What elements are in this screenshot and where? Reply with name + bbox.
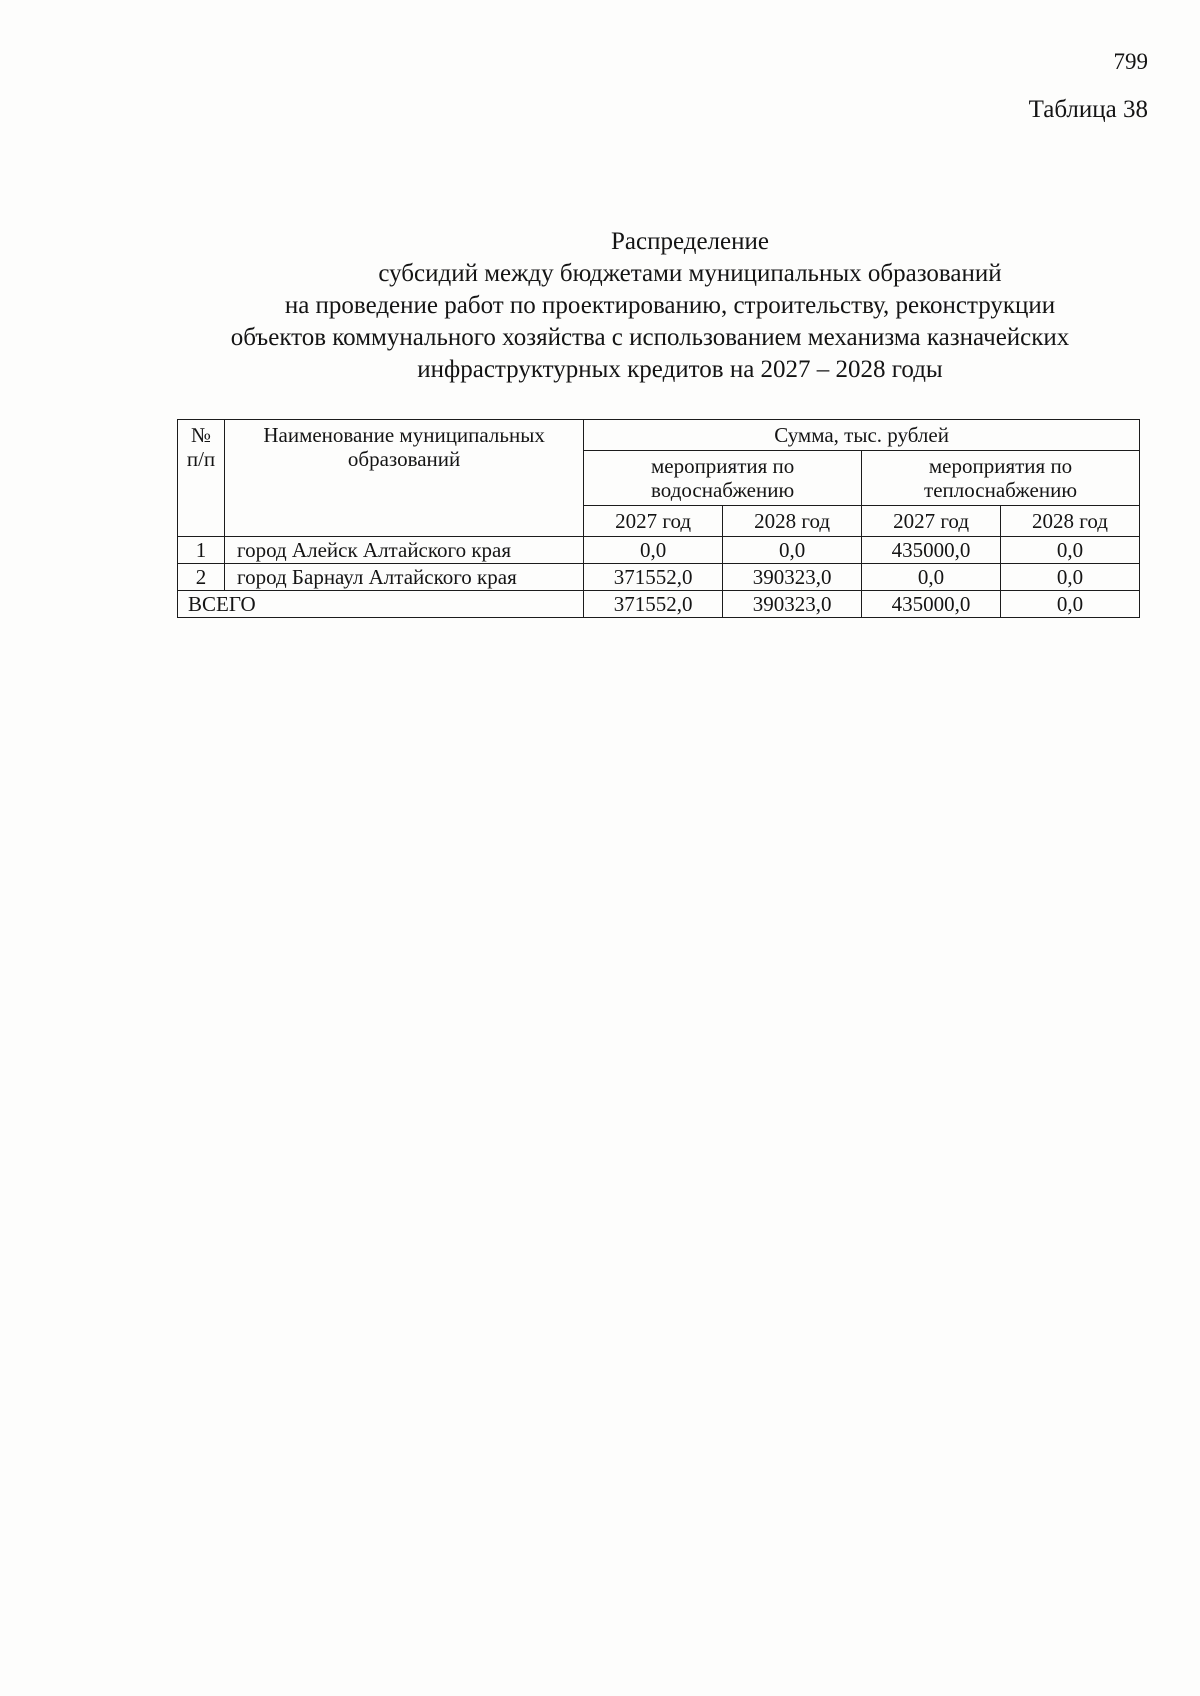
header-heat-2027: 2027 год bbox=[862, 506, 1001, 537]
table-row bbox=[178, 537, 1140, 564]
title-line: Распределение bbox=[611, 228, 769, 255]
row-num: 2 bbox=[178, 564, 225, 591]
row-water-2027: 371552,0 bbox=[584, 564, 723, 591]
page-number: 799 bbox=[1113, 49, 1148, 74]
header-name: Наименование муниципальных образований bbox=[225, 420, 584, 537]
header-num: № п/п bbox=[178, 420, 225, 537]
total-label: ВСЕГО bbox=[178, 591, 584, 618]
row-water-2028: 390323,0 bbox=[723, 564, 862, 591]
header-water: мероприятия по водоснабжению bbox=[584, 451, 862, 506]
table-caption: Таблица 38 bbox=[1028, 96, 1148, 123]
row-municipality: город Барнаул Алтайского края bbox=[225, 564, 584, 591]
row-water-2027: 0,0 bbox=[584, 537, 723, 564]
header-water-2028: 2028 год bbox=[723, 506, 862, 537]
header-heat: мероприятия по теплоснабжению bbox=[862, 451, 1140, 506]
document-title bbox=[120, 226, 1160, 386]
row-heat-2027: 435000,0 bbox=[862, 537, 1001, 564]
title-line: субсидий между бюджетами муниципальных образований bbox=[378, 260, 1002, 287]
row-municipality: город Алейск Алтайского края bbox=[225, 537, 584, 564]
row-num: 1 bbox=[178, 537, 225, 564]
title-line: на проведение работ по проектированию, строительству, реконструкции bbox=[284, 292, 1056, 319]
title-line: объектов коммунального хозяйства с использованием механизма казначейских bbox=[230, 324, 1070, 351]
header-sum: Сумма, тыс. рублей bbox=[584, 420, 1140, 451]
row-water-2028: 0,0 bbox=[723, 537, 862, 564]
row-heat-2028: 0,0 bbox=[1001, 564, 1140, 591]
total-row bbox=[178, 591, 1140, 618]
subsidy-distribution-table bbox=[177, 419, 1140, 618]
total-water-2027: 371552,0 bbox=[584, 591, 723, 618]
header-heat-2028: 2028 год bbox=[1001, 506, 1140, 537]
row-heat-2028: 0,0 bbox=[1001, 537, 1140, 564]
row-heat-2027: 0,0 bbox=[862, 564, 1001, 591]
total-heat-2028: 0,0 bbox=[1001, 591, 1140, 618]
total-heat-2027: 435000,0 bbox=[862, 591, 1001, 618]
table-row bbox=[178, 564, 1140, 591]
header-water-2027: 2027 год bbox=[584, 506, 723, 537]
title-line: инфраструктурных кредитов на 2027 – 2028 годы bbox=[417, 356, 943, 383]
total-water-2028: 390323,0 bbox=[723, 591, 862, 618]
